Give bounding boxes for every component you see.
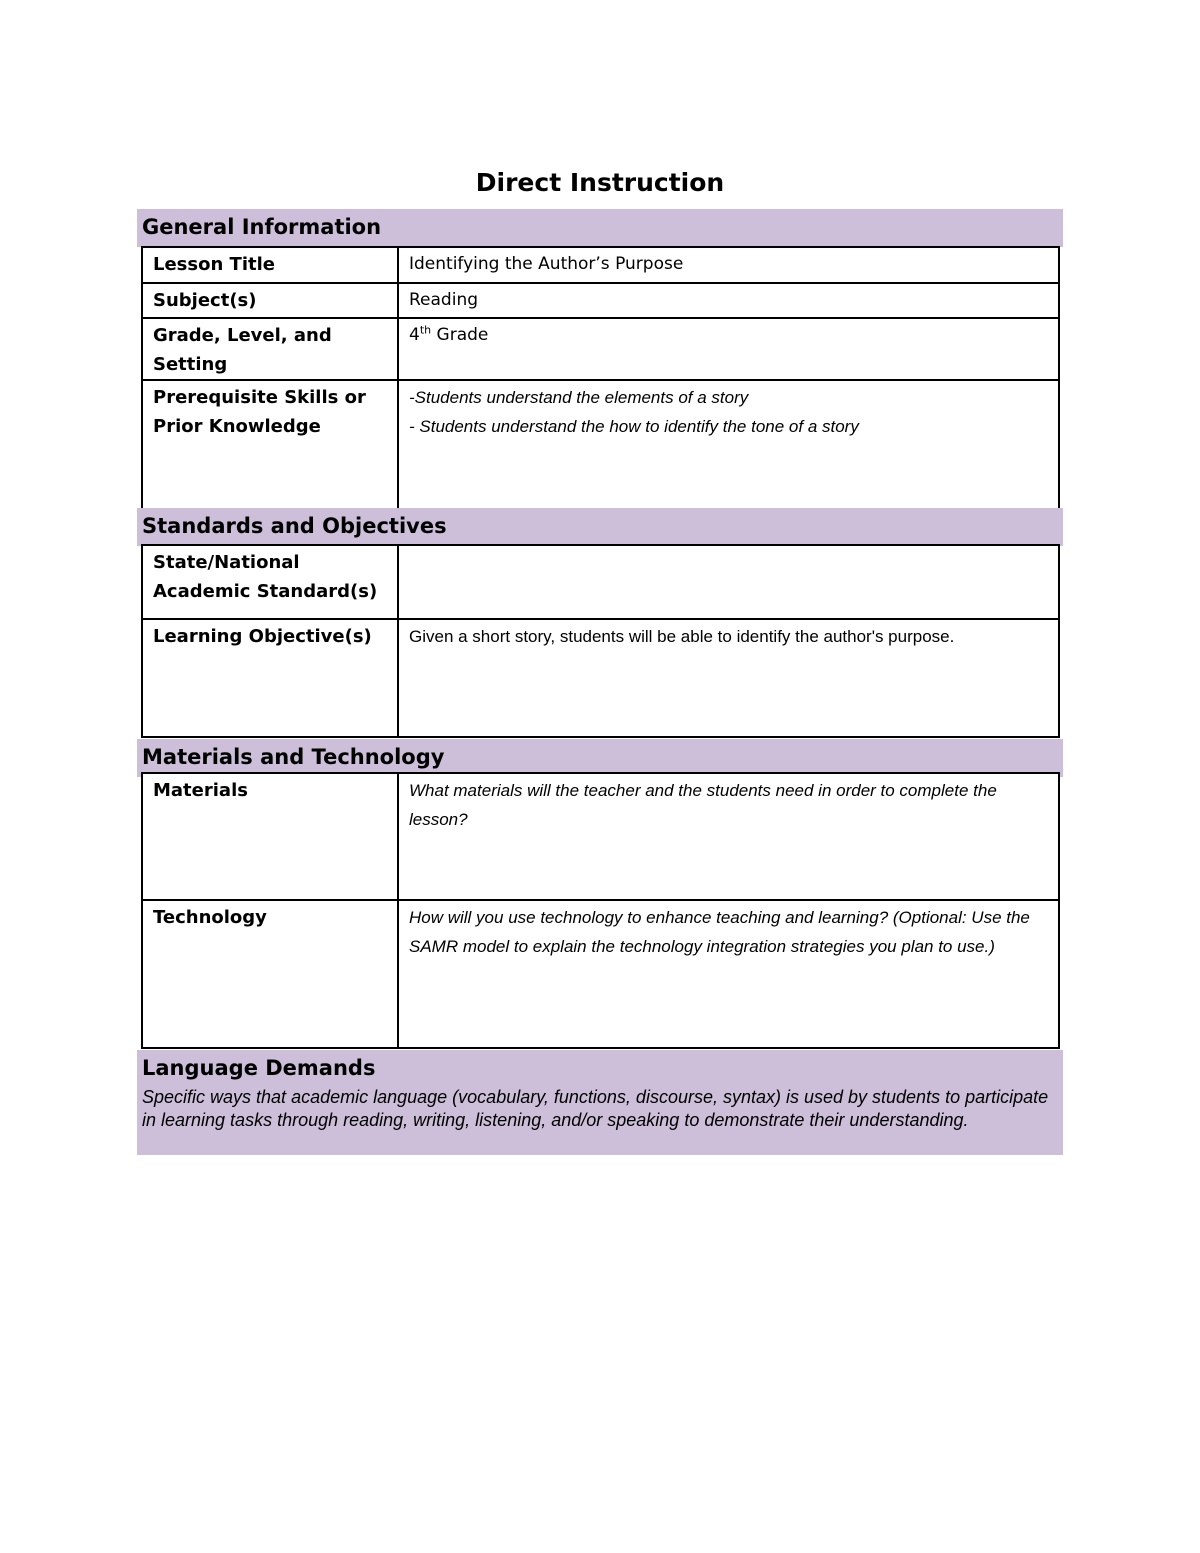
lesson-title-value: Identifying the Author’s Purpose [398,247,1059,283]
language-demands-text: Specific ways that academic language (vocabulary, functions, discourse, syntax) is used by students to participate in learning tasks through reading, writing, listening, and/or speaking to demonstrate their understanding. [142,1087,1049,1130]
section-title: Language Demands [142,1056,376,1080]
section-language-demands [137,1050,1063,1155]
prereq-value [398,380,1059,510]
section-title: General Information [142,215,382,239]
grade-value [398,318,1059,380]
table-row [142,619,1059,737]
table-row [142,318,1059,380]
standard-value [398,545,1059,619]
grade-label: Grade, Level, and Setting [142,318,398,380]
prereq-line: - Students understand the how to identify the tone of a story [409,417,859,436]
materials-table [141,772,1060,1049]
standards-table [141,544,1060,738]
section-title: Materials and Technology [142,745,445,769]
grade-number: 4 [409,325,420,345]
table-row [142,773,1059,900]
table-row [142,380,1059,510]
objective-label: Learning Objective(s) [142,619,398,737]
table-row [142,283,1059,318]
subjects-value: Reading [398,283,1059,318]
prereq-label: Prerequisite Skills or Prior Knowledge [142,380,398,510]
grade-text: Grade [431,325,489,345]
table-row [142,900,1059,1048]
objective-value: Given a short story, students will be able to identify the author's purpose. [398,619,1059,737]
materials-value: What materials will the teacher and the students need in order to complete the lesson? [398,773,1059,900]
section-header-standards [137,508,1063,546]
section-title: Standards and Objectives [142,514,447,538]
subjects-label: Subject(s) [142,283,398,318]
table-row [142,545,1059,619]
technology-label: Technology [142,900,398,1048]
materials-label: Materials [142,773,398,900]
general-info-table [141,246,1060,511]
grade-suffix: th [419,323,432,337]
technology-value: How will you use technology to enhance teaching and learning? (Optional: Use the SAMR model to explain the technology integration strategies you plan to use.) [398,900,1059,1048]
table-row [142,247,1059,283]
prereq-line: -Students understand the elements of a story [409,388,749,407]
page-title: Direct Instruction [475,168,725,197]
lesson-title-label: Lesson Title [142,247,398,283]
section-header-general [137,209,1063,247]
standard-label: State/National Academic Standard(s) [142,545,398,619]
